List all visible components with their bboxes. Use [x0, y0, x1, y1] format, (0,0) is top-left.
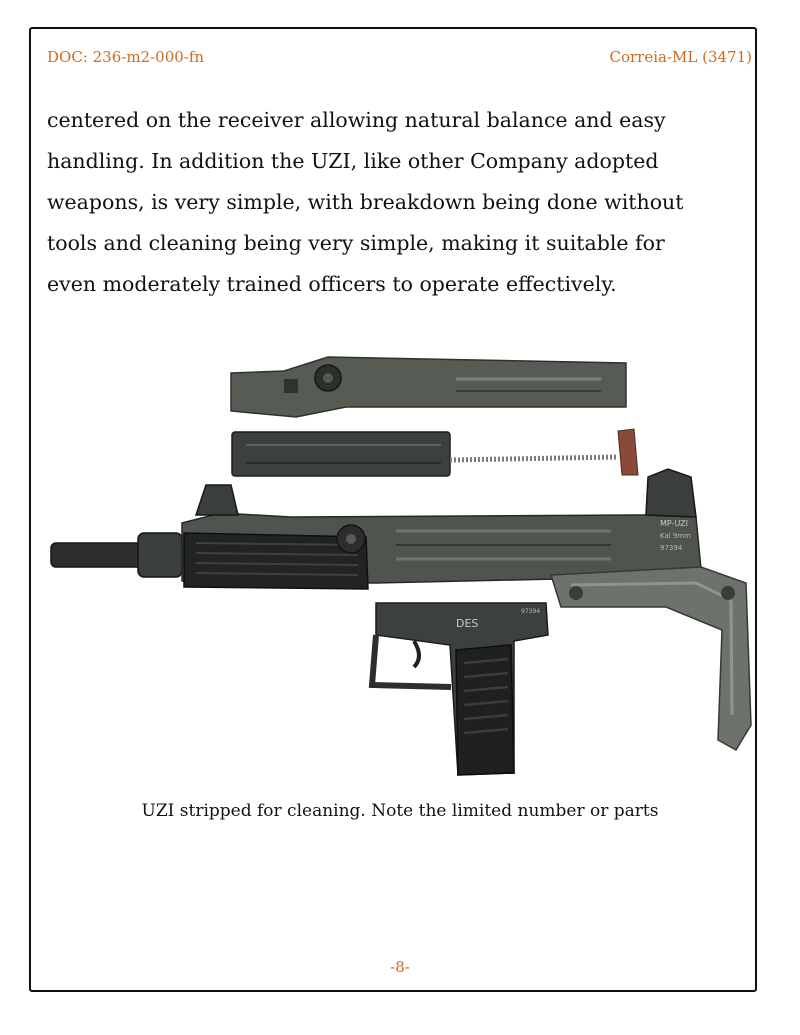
- uzi-stripped-photo: [46, 345, 756, 785]
- document-id: DOC: 236-m2-000-fn: [47, 48, 205, 66]
- body-line-4: tools and cleaning being very simple, making it suitable for: [47, 231, 665, 255]
- receiver-marking-3: 97394: [660, 544, 683, 552]
- body-line-2: handling. In addition the UZI, like other Company adopted: [47, 149, 659, 173]
- grip-frame: [372, 603, 548, 775]
- bolt-assembly: [232, 429, 638, 476]
- grip-marking: DES: [456, 617, 479, 630]
- receiver-marking-2: Kal 9mm: [660, 532, 692, 540]
- grip-serial: 97394: [521, 608, 541, 615]
- receiver-marking-1: MP-UZI: [660, 519, 688, 528]
- top-cover: [231, 357, 626, 417]
- figure-caption: UZI stripped for cleaning. Note the limited number or parts: [141, 801, 659, 821]
- page-number: -8-: [390, 958, 410, 976]
- body-line-3: weapons, is very simple, with breakdown being done without: [47, 190, 684, 214]
- body-line-1: centered on the receiver allowing natural balance and easy: [47, 108, 666, 132]
- body-line-5: even moderately trained officers to operate effectively.: [47, 272, 617, 296]
- uzi-illustration: [46, 345, 756, 785]
- body-paragraph: [47, 100, 747, 305]
- author-reference: Correia-ML (3471): [609, 48, 752, 66]
